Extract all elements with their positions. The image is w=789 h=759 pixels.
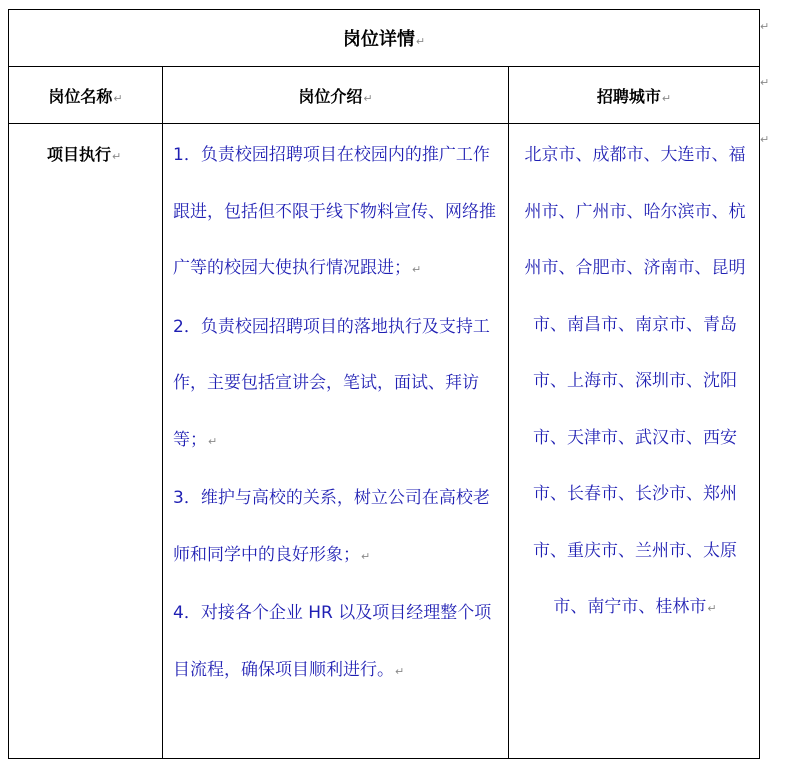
row-end-mark: ↵ [760, 76, 770, 89]
header-label: 招聘城市 [596, 86, 661, 106]
paragraph-mark: ↵ [707, 602, 717, 615]
cities-cell[interactable] [509, 124, 760, 759]
table-title: 岗位详情 [342, 29, 415, 50]
header-cell-description[interactable] [163, 67, 509, 124]
job-details-table [8, 9, 760, 759]
description-item: 2．负责校园招聘项目的落地执行及支持工作，主要包括宣讲会，笔试，面试、拜访等；↵ [173, 316, 490, 450]
row-end-mark: ↵ [760, 133, 770, 146]
header-cell-position-name[interactable] [9, 67, 163, 124]
paragraph-mark: ↵ [415, 35, 426, 48]
header-label: 岗位名称 [48, 86, 113, 106]
paragraph-mark: ↵ [363, 91, 373, 105]
paragraph-mark: ↵ [112, 150, 122, 163]
row-end-mark: ↵ [760, 20, 770, 33]
header-cell-cities[interactable] [509, 67, 760, 124]
position-name: 项目执行 [47, 145, 112, 164]
description-item: 4．对接各个企业 HR 以及项目经理整个项目流程，确保项目顺利进行。↵ [173, 603, 492, 680]
paragraph-mark: ↵ [661, 91, 672, 105]
header-label: 岗位介绍 [298, 86, 363, 106]
cities-list: 北京市、成都市、大连市、福州市、广州市、哈尔滨市、杭州市、合肥市、济南市、昆明市、南昌市、南京市、青岛市、上海市、深圳市、沈阳市、天津市、武汉市、西安市、长春市、长沙市、郑州市、重庆市、兰州市、太原市、南宁市、桂林市 [524, 145, 746, 617]
description-cell[interactable] [163, 124, 509, 759]
description-item: 1．负责校园招聘项目在校园内的推广工作跟进，包括但不限于线下物料宣传、网络推广等的校园大使执行情况跟进；↵ [173, 145, 496, 278]
paragraph-mark: ↵ [113, 91, 123, 105]
table-title-cell[interactable] [9, 10, 760, 67]
description-item: 3．维护与高校的关系，树立公司在高校老师和同学中的良好形象；↵ [173, 488, 490, 565]
position-name-cell[interactable] [9, 124, 163, 759]
